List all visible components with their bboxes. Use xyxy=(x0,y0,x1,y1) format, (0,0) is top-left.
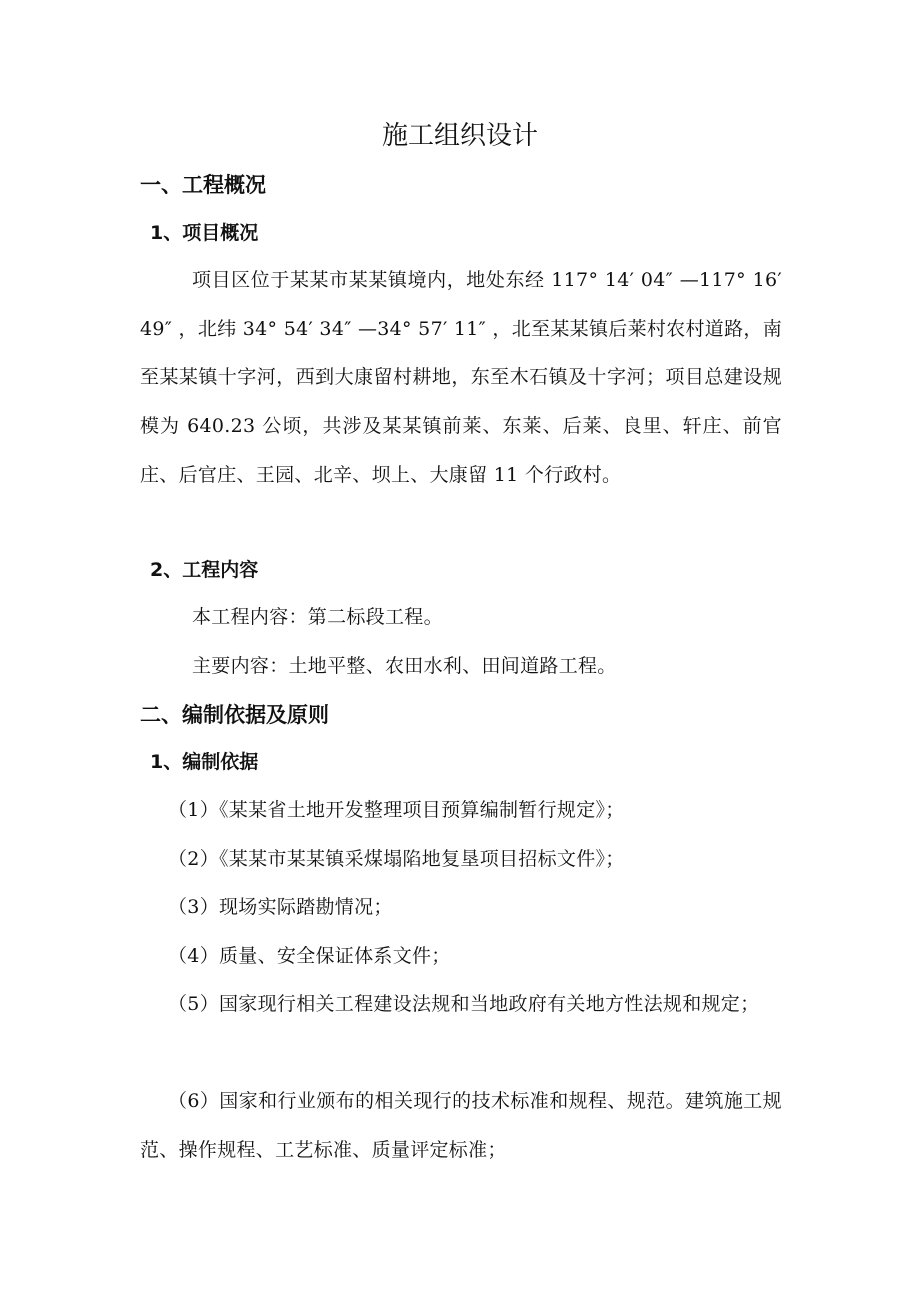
basis-item-6: （6）国家和行业颁布的相关现行的技术标准和规程、规范。建筑施工规范、操作规程、工艺标准、质量评定标准； xyxy=(140,1090,782,1161)
section-heading-overview: 一、工程概况 xyxy=(140,173,266,197)
document-title: 施工组织设计 xyxy=(381,121,538,151)
basis-item-2: （2）《某某市某某镇采煤塌陷地复垦项目招标文件》； xyxy=(168,848,625,870)
project-overview-paragraph: 项目区位于某某市某某镇境内，地处东经 117° 14′ 04″ —117° 16′ 49″ ，北纬 34° 54′ 34″ —34° 57′ 11″ ，北至某某镇后莱村农村道路，南至某某镇十字河，西到大康留村耕地，东至木石镇及十字河；项目总建设规模为 640.23 公顷，共涉及某某镇前莱、东莱、后莱、良里、轩庄、前官庄、后官庄、王园、北辛、坝上、大康留 11 个行政村。 xyxy=(140,269,782,486)
basis-item-1: （1）《某某省土地开发整理项目预算编制暂行规定》； xyxy=(168,799,625,821)
basis-item-3: （3）现场实际踏勘情况； xyxy=(168,896,393,918)
subsection-heading-work-content: 2、工程内容 xyxy=(150,559,259,581)
main-content-line: 主要内容：土地平整、农田水利、田间道路工程。 xyxy=(192,655,617,677)
basis-item-4: （4）质量、安全保证体系文件； xyxy=(168,945,451,967)
basis-item-5: （5）国家现行相关工程建设法规和当地政府有关地方性法规和规定； xyxy=(168,993,760,1015)
subsection-heading-project-overview: 1、项目概况 xyxy=(150,222,259,244)
section-heading-basis-principles: 二、编制依据及原则 xyxy=(140,703,329,727)
work-content-line: 本工程内容：第二标段工程。 xyxy=(192,606,443,628)
subsection-heading-basis: 1、编制依据 xyxy=(150,751,259,773)
